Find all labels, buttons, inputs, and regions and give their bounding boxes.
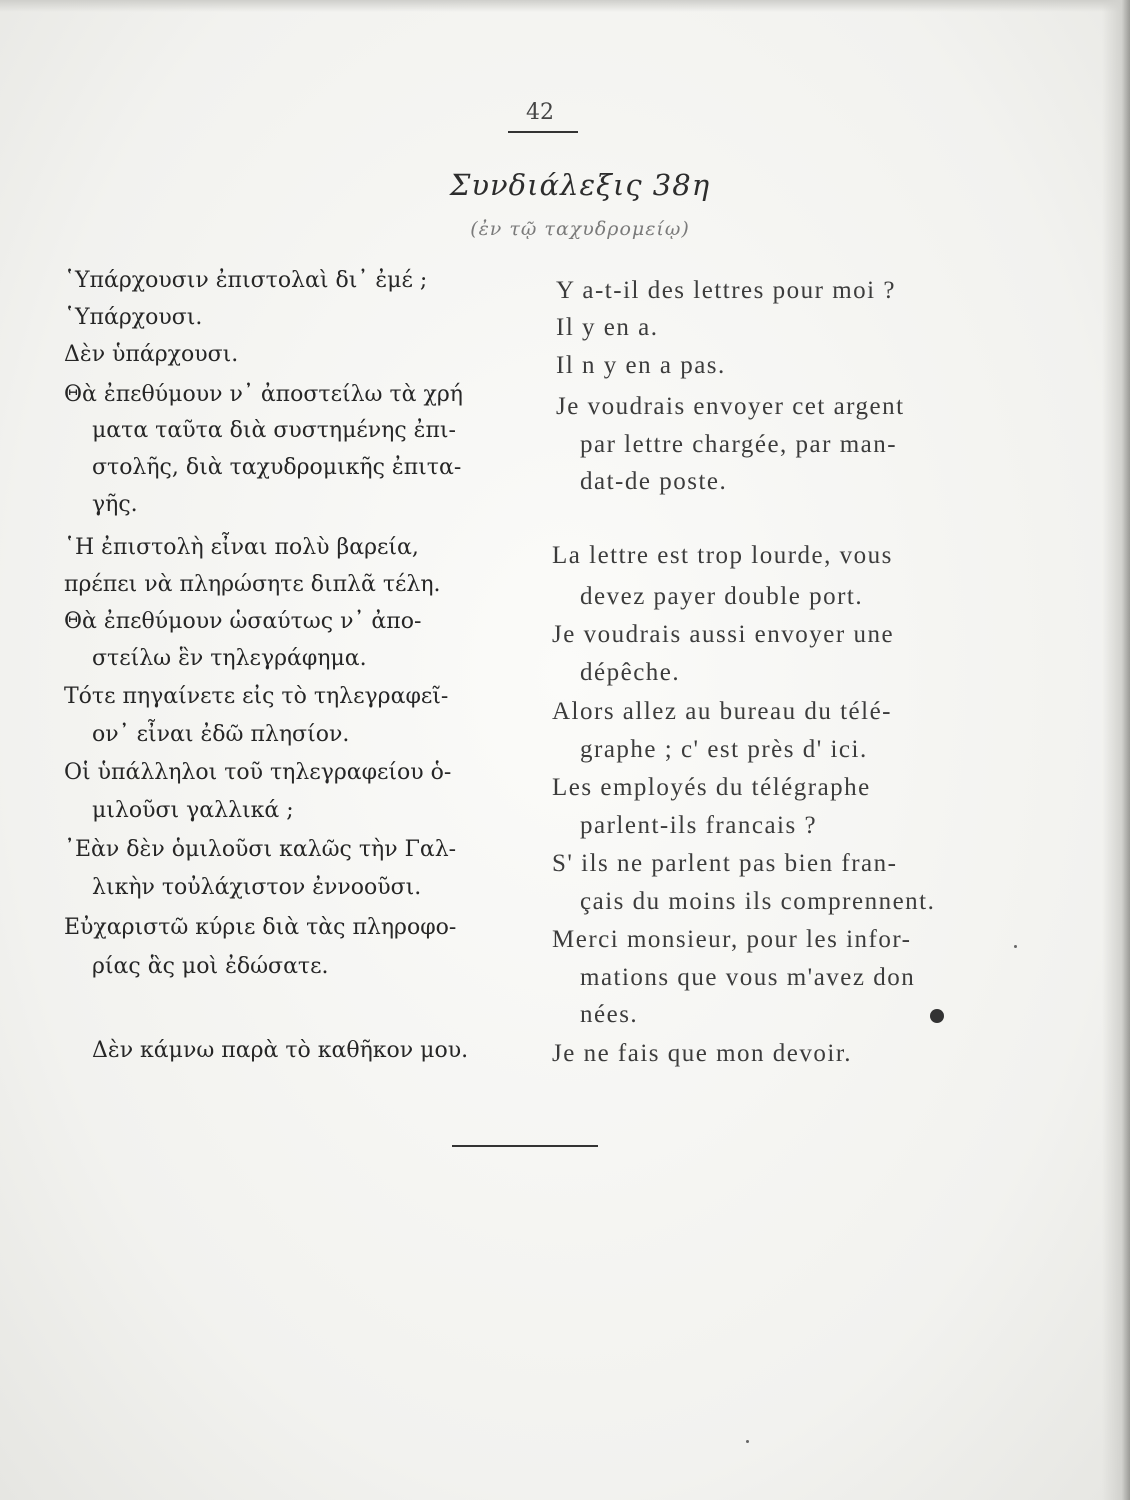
french-line: Merci monsieur, pour les infor- [552, 926, 912, 953]
french-line: devez payer double port. [580, 583, 864, 610]
greek-line: ῾Υπάρχουσι. [64, 305, 203, 330]
ink-blot [930, 1009, 944, 1023]
greek-line: ῾Η ἐπιστολὴ εἶναι πολὺ βαρεία, [64, 535, 419, 560]
dialogue-title: Συνδιάλεξις 38η [449, 168, 711, 202]
end-of-section-rule [452, 1145, 598, 1147]
dialogue-subtitle: (ἐν τῷ ταχυδρομείῳ) [470, 218, 690, 240]
page-number: 42 [526, 100, 554, 125]
greek-line: Δὲν ὑπάρχουσι. [64, 342, 239, 367]
greek-line: ον᾿ εἶναι ἐδῶ πλησίον. [92, 722, 350, 747]
french-line: Il y en a. [556, 314, 659, 341]
french-line: Je ne fais que mon devoir. [552, 1040, 853, 1067]
french-line: graphe ; c' est près d' ici. [580, 736, 868, 763]
greek-line: Οἱ ὑπάλληλοι τοῦ τηλεγραφείου ὁ- [64, 760, 452, 785]
paper-speck [746, 1440, 749, 1443]
french-line: Y a-t-il des lettres pour moi ? [556, 277, 896, 304]
greek-line: γῆς. [92, 492, 138, 517]
french-line: Les employés du télégraphe [552, 774, 871, 801]
greek-line: λικὴν τοὐλάχιστον ἐννοοῦσι. [92, 875, 422, 900]
french-line: Alors allez au bureau du télé- [552, 698, 893, 725]
page-right-shadow [1102, 0, 1130, 1500]
french-line: Je voudrais aussi envoyer une [552, 621, 895, 648]
french-line: dat-de poste. [580, 468, 728, 495]
greek-line: Θὰ ἐπεθύμουν ὡσαύτως ν᾿ ἀπο- [64, 609, 422, 634]
french-line: mations que vous m'avez don [580, 964, 916, 991]
french-line: nées. [580, 1001, 639, 1028]
paper-speck [1014, 945, 1017, 948]
french-line: Il n y en a pas. [556, 352, 726, 379]
french-line: parlent-ils francais ? [580, 812, 818, 839]
greek-line: μιλοῦσι γαλλικά ; [92, 798, 294, 823]
page-top-shadow [0, 0, 1130, 12]
french-line: çais du moins ils comprennent. [580, 888, 936, 915]
greek-line: στείλω ἓν τηλεγράφημα. [92, 646, 367, 671]
greek-line: ᾿Εὰν δὲν ὁμιλοῦσι καλῶς τὴν Γαλ- [64, 837, 457, 862]
page-number-underline [508, 131, 578, 133]
french-line: La lettre est trop lourde, vous [552, 542, 893, 569]
greek-line: Θὰ ἐπεθύμουν ν᾿ ἀποστείλω τὰ χρή [64, 382, 463, 407]
greek-line: πρέπει νὰ πληρώσητε διπλᾶ τέλη. [64, 572, 441, 597]
french-line: par lettre chargée, par man- [580, 431, 898, 458]
french-line: S' ils ne parlent pas bien fran- [552, 850, 898, 877]
greek-line: Εὐχαριστῶ κύριε διὰ τὰς πληροφο- [64, 915, 457, 940]
greek-line: Δὲν κάμνω παρὰ τὸ καθῆκον μου. [92, 1038, 469, 1063]
greek-line: στολῆς, διὰ ταχυδρομικῆς ἐπιτα- [92, 455, 462, 480]
greek-line: ρίας ἃς μοὶ ἐδώσατε. [92, 954, 329, 979]
greek-line: Τότε πηγαίνετε εἰς τὸ τηλεγραφεῖ- [64, 684, 449, 709]
greek-line: ῾Υπάρχουσιν ἐπιστολαὶ δι᾿ ἐμέ ; [64, 268, 428, 293]
french-line: dépêche. [580, 659, 681, 686]
french-line: Je voudrais envoyer cet argent [556, 393, 905, 420]
greek-line: ματα ταῦτα διὰ συστημένης ἐπι- [92, 418, 456, 443]
